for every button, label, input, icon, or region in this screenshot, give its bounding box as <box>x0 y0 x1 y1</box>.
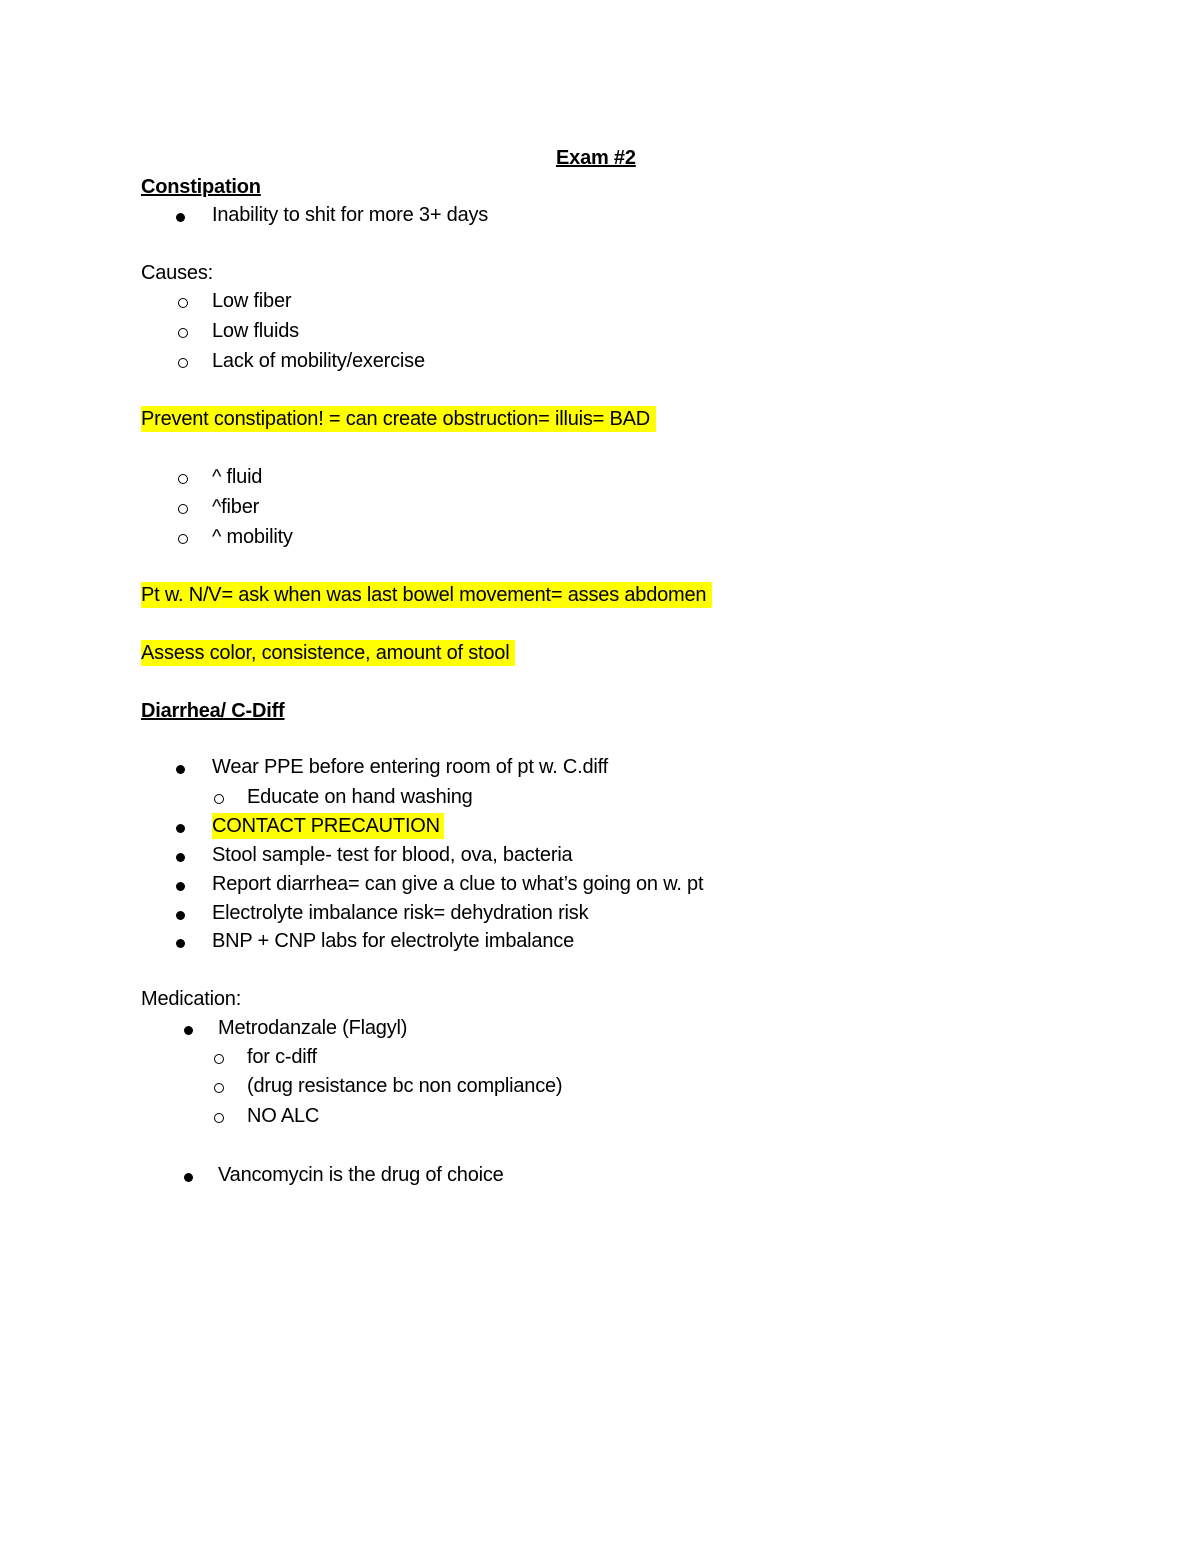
cause-text: Lack of mobility/exercise <box>212 350 425 372</box>
prevent-constipation-note: Prevent constipation! = can create obstruction= illuis= BAD <box>141 406 656 432</box>
bullet-icon <box>176 765 185 774</box>
page-title: Exam #2 <box>556 147 636 169</box>
cause-text: Low fiber <box>212 290 292 312</box>
diarrhea-item-text: Electrolyte imbalance risk= dehydration risk <box>212 902 589 924</box>
bullet-icon <box>176 853 185 862</box>
constipation-heading: Constipation <box>141 176 261 198</box>
diarrhea-sub-item-text: Educate on hand washing <box>247 786 473 808</box>
circle-bullet-icon <box>178 534 188 544</box>
diarrhea-item-text: Report diarrhea= can give a clue to what’s going on w. pt <box>212 873 704 895</box>
circle-bullet-icon <box>178 298 188 308</box>
diarrhea-item-text: CONTACT PRECAUTION <box>212 813 444 839</box>
prevent-item-text: ^ fluid <box>212 466 263 488</box>
bullet-icon <box>176 213 185 222</box>
bullet-icon <box>184 1173 193 1182</box>
circle-bullet-icon <box>214 1113 224 1123</box>
pt-nv-note: Pt w. N/V= ask when was last bowel movement= asses abdomen <box>141 582 712 608</box>
circle-bullet-icon <box>214 1083 224 1093</box>
assess-stool-note: Assess color, consistence, amount of stool <box>141 640 515 666</box>
medication-sub-item-text: NO ALC <box>247 1105 320 1127</box>
bullet-icon <box>176 939 185 948</box>
bullet-icon <box>176 911 185 920</box>
bullet-icon <box>184 1026 193 1035</box>
causes-label: Causes: <box>141 262 213 284</box>
circle-bullet-icon <box>178 474 188 484</box>
bullet-icon <box>176 824 185 833</box>
circle-bullet-icon <box>214 1054 224 1064</box>
circle-bullet-icon <box>178 358 188 368</box>
medication-item-text: Vancomycin is the drug of choice <box>218 1164 504 1186</box>
diarrhea-item-text: BNP + CNP labs for electrolyte imbalance <box>212 930 574 952</box>
medication-label: Medication: <box>141 988 242 1010</box>
prevent-item-text: ^ mobility <box>212 526 293 548</box>
diarrhea-heading: Diarrhea/ C-Diff <box>141 700 285 722</box>
diarrhea-item-text: Wear PPE before entering room of pt w. C.diff <box>212 756 609 778</box>
circle-bullet-icon <box>178 328 188 338</box>
cause-text: Low fluids <box>212 320 299 342</box>
prevent-item-text: ^fiber <box>212 496 260 518</box>
circle-bullet-icon <box>178 504 188 514</box>
diarrhea-item-text: Stool sample- test for blood, ova, bacteria <box>212 844 573 866</box>
medication-sub-item-text: for c-diff <box>247 1046 317 1068</box>
bullet-icon <box>176 882 185 891</box>
constipation-definition: Inability to shit for more 3+ days <box>212 204 489 226</box>
medication-sub-item-text: (drug resistance bc non compliance) <box>247 1075 563 1097</box>
circle-bullet-icon <box>214 794 224 804</box>
medication-item-text: Metrodanzale (Flagyl) <box>218 1017 408 1039</box>
